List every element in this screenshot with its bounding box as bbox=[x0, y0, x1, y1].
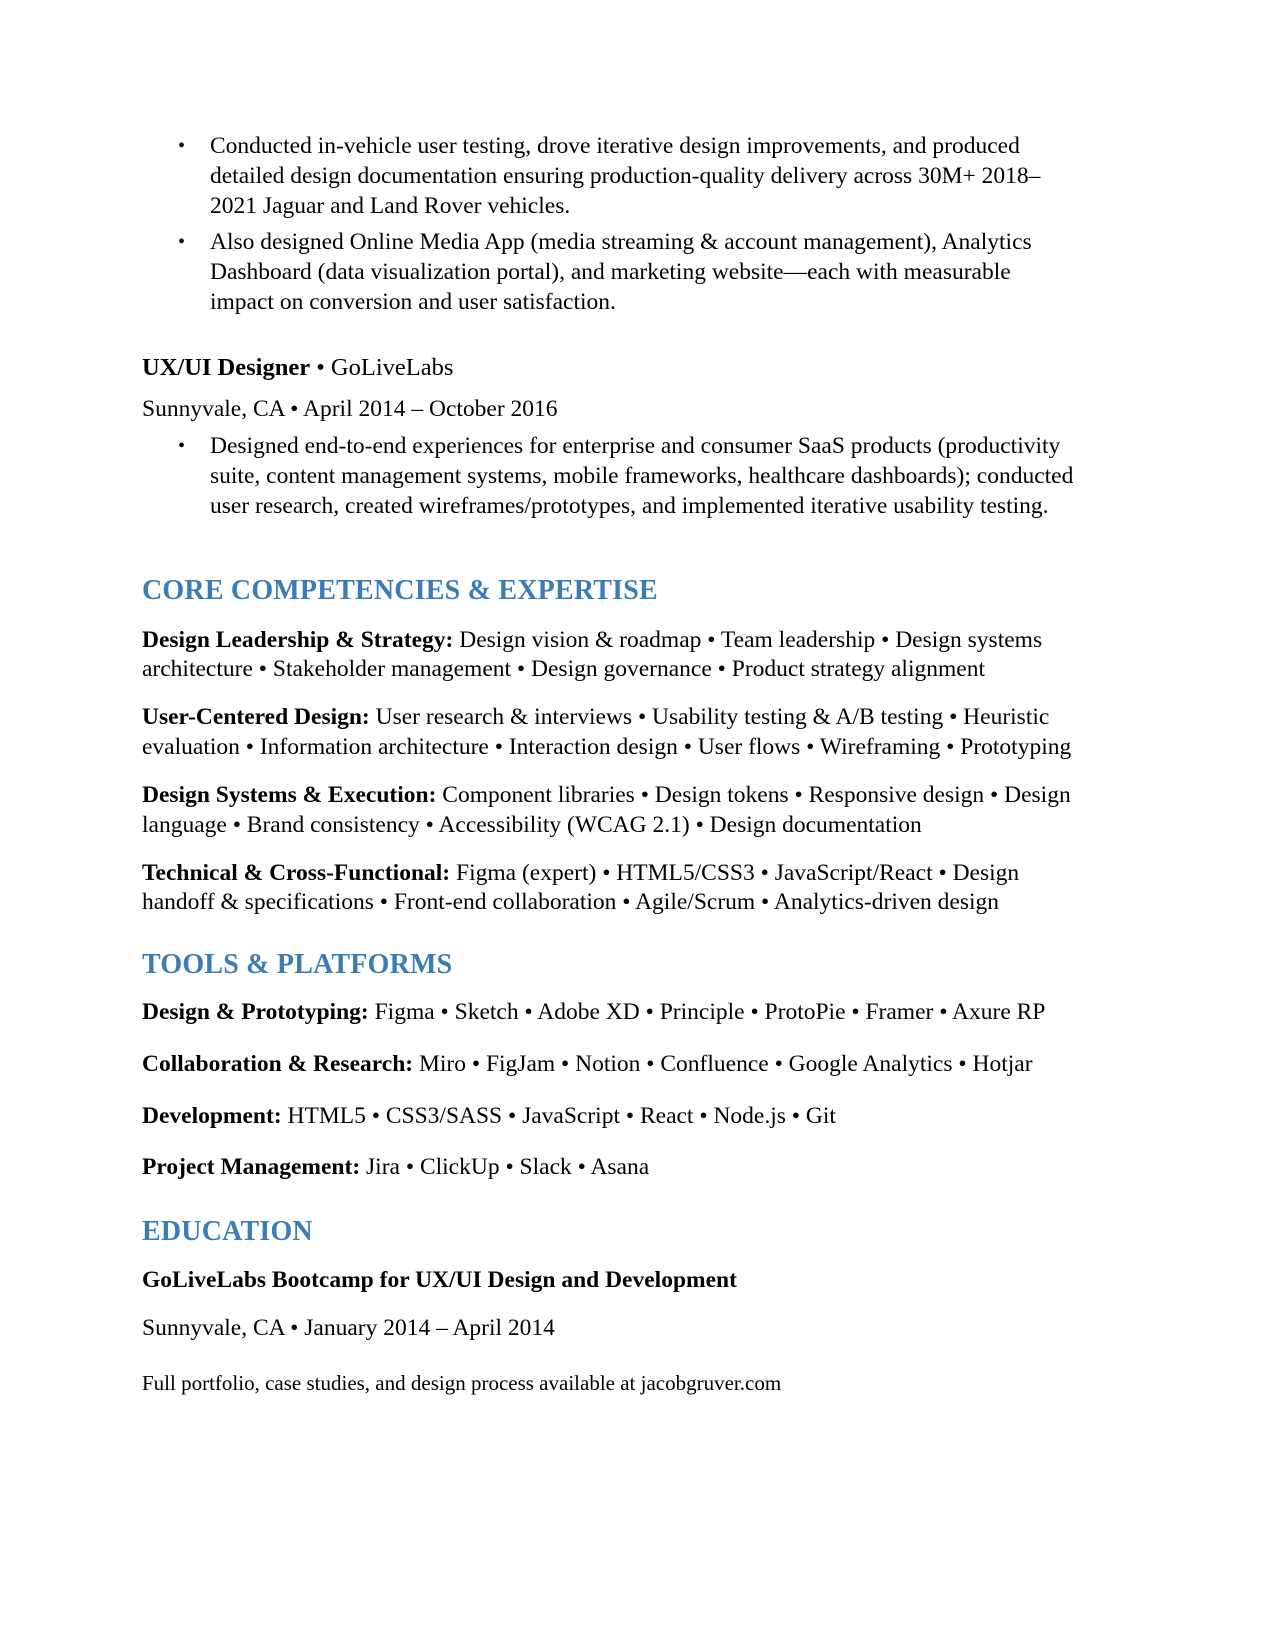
tools-label: Development: bbox=[142, 1102, 282, 1129]
section-heading-education: EDUCATION bbox=[142, 1216, 313, 1248]
competency-label: Design Leadership & Strategy: bbox=[142, 626, 454, 653]
job-company: GoLiveLabs bbox=[330, 353, 454, 381]
bullet-text: Conducted in-vehicle user testing, drove iterative design improvements, and produced detailed design documentation ensuring production-quality delivery across 30M+ 2018–2021 Jaguar and Land Rover vehicles. bbox=[210, 133, 1041, 219]
job-title-line bbox=[142, 352, 1074, 384]
tools-value: Figma • Sketch • Adobe XD • Principle • ProtoPie • Framer • Axure RP bbox=[368, 998, 1046, 1025]
section-heading-core-competencies: CORE COMPETENCIES & EXPERTISE bbox=[142, 574, 658, 606]
competency-label: User-Centered Design: bbox=[142, 704, 370, 731]
section-heading-tools-platforms: TOOLS & PLATFORMS bbox=[142, 949, 453, 981]
tools-row bbox=[142, 1102, 1074, 1132]
bullet-text: Also designed Online Media App (media streaming & account management), Analytics Dashboard (data visualization portal), and marketing website—each with measurable impact on conversion and user satisfaction. bbox=[210, 228, 1032, 315]
list-item bbox=[142, 132, 1074, 222]
list-item bbox=[142, 228, 1074, 318]
bullet-marker: • bbox=[178, 135, 186, 157]
page-content bbox=[142, 132, 1074, 1397]
tools-value: Miro • FigJam • Notion • Confluence • Google Analytics • Hotjar bbox=[413, 1050, 1033, 1077]
competency-value: Figma (expert) • HTML5/CSS3 • JavaScript/React • Design handoff & specifications • Front-end collaboration • Agile/Scrum • Analytics-driven design bbox=[142, 859, 1020, 916]
job-entry-golivelabs bbox=[142, 352, 1074, 522]
competency-row bbox=[142, 626, 1074, 686]
bullet-text: Designed end-to-end experiences for enterprise and consumer SaaS products (productivity suite, content management systems, mobile frameworks, healthcare dashboards); conducted user research, created wireframes/prototypes, and implemented iterative usability testing. bbox=[210, 433, 1074, 520]
competency-value: User research & interviews • Usability testing & A/B testing • Heuristic evaluation • Information architecture • Interaction design • User flows • Wireframing • Prototyping bbox=[142, 704, 1072, 761]
bullet-marker: • bbox=[178, 435, 186, 458]
portfolio-note: Full portfolio, case studies, and design process available at jacobgruver.com bbox=[142, 1370, 782, 1395]
tools-row bbox=[142, 1050, 1074, 1080]
job-role: UX/UI Designer bbox=[142, 353, 311, 381]
job-bullets bbox=[142, 432, 1074, 522]
competency-row bbox=[142, 859, 1074, 919]
competency-label: Design Systems & Execution: bbox=[142, 781, 437, 808]
competency-value: Component libraries • Design tokens • Responsive design • Design language • Brand consistency • Accessibility (WCAG 2.1) • Design documentation bbox=[142, 781, 1071, 838]
previous-job-bullets bbox=[142, 132, 1074, 318]
competency-value: Design vision & roadmap • Team leadership • Design systems architecture • Stakeholder management • Design governance • Product strategy alignment bbox=[142, 626, 1043, 683]
competency-row bbox=[142, 703, 1074, 763]
education-location-dates: Sunnyvale, CA • January 2014 – April 2014 bbox=[142, 1315, 555, 1342]
job-title-separator: • bbox=[310, 353, 331, 381]
tools-value: Jira • ClickUp • Slack • Asana bbox=[360, 1154, 650, 1181]
tools-label: Design & Prototyping: bbox=[142, 998, 369, 1025]
tools-label: Project Management: bbox=[142, 1154, 361, 1181]
tools-row bbox=[142, 998, 1074, 1028]
list-item bbox=[142, 432, 1074, 522]
job-location-dates: Sunnyvale, CA • April 2014 – October 2016 bbox=[142, 395, 558, 422]
tools-label: Collaboration & Research: bbox=[142, 1050, 414, 1077]
tools-row bbox=[142, 1153, 1074, 1183]
competency-label: Technical & Cross-Functional: bbox=[142, 859, 451, 886]
competency-row bbox=[142, 781, 1074, 841]
tools-value: HTML5 • CSS3/SASS • JavaScript • React • Node.js • Git bbox=[281, 1102, 836, 1129]
education-program: GoLiveLabs Bootcamp for UX/UI Design and Development bbox=[142, 1266, 737, 1293]
bullet-marker: • bbox=[178, 230, 186, 253]
